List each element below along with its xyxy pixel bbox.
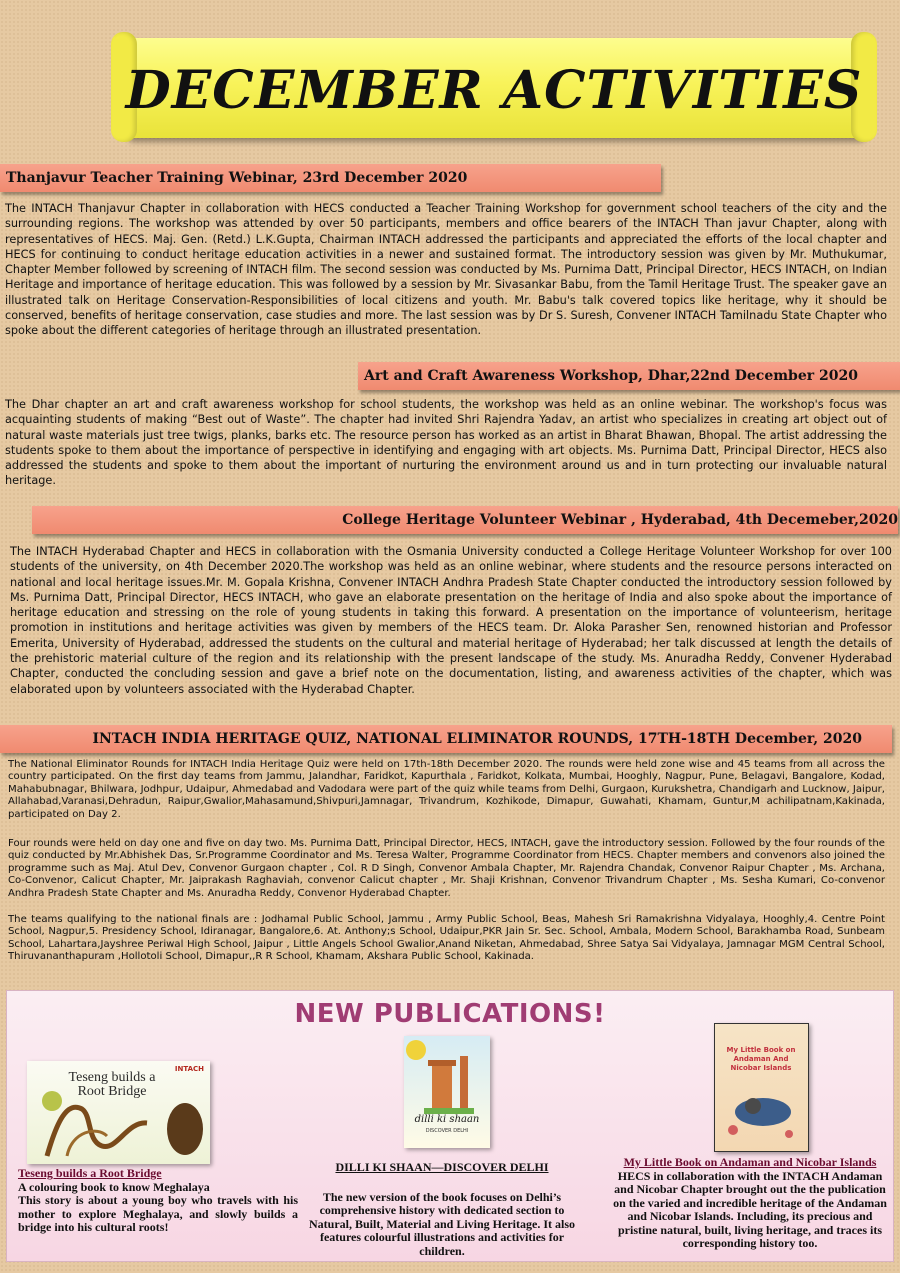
title-banner [125, 38, 863, 138]
book-info-teseng [18, 1167, 298, 1235]
section-heading-hyderabad [32, 506, 898, 534]
publications-panel [6, 990, 894, 1262]
island-illustration [715, 1024, 808, 1151]
book-cover-brand: INTACH [174, 1065, 204, 1073]
section-heading-quiz-text: INTACH INDIA HERITAGE QUIZ, NATIONAL ELIMINATOR ROUNDS, 17TH-18TH December, 2020 [92, 731, 862, 747]
section-body-quiz-2: Four rounds were held on day one and five on day two. Ms. Purnima Datt, Principal Director, HECS, INTACH, gave the introductory session. Followed by the four rounds of the quiz conducted by Mr.Abhishek Das, Sr.Programme Coordinator and Ms. Teresa Walter, Programme Coordinator from HECS. Chapter members and convenors also joined the programme such as Maj. Atul Dev, Convenor Gurgaon chapter , Col. R D Singh, Convenor Ambala Chapter, Mr. Rajendra Chandak, Convenor Raipur Chapter , Ms. Archana, Co-Convenor, Calicut Chapter, Mr. Jaiprakash Raghaviah, convenor Calicut chapter , Mr. Shaji Krishnan, Convenor Trivandrum Chapter , Ms. Sesha Kumari, Co-convenor Andhra Pradesh State Chapter and Ms. Anuradha Reddy, Convenor Hyderabad Chapter. [8, 838, 885, 899]
book-cover-subtitle: DISCOVER DELHI [425, 1128, 469, 1134]
section-body-quiz-3: The teams qualifying to the national finals are : Jodhamal Public School, Jammu , Army Public School, Beas, Mahesh Sri Ramakrishna Vidyalaya, Hooghly,4. Centre Point School, Nagpur,5. Presidency School, Idiranagar, Bangalore,6. At. Anthony;s School, Udaipur,PKR Jain Sr. Sec. School, Ambala, Modern School, Barakhamba Road, Sunbeam School, Lahartara,Jayshree Periwal High School, Jaipur , Little Angels School Gwalior,Anand Niketan, Ahmedabad, Shree Satya Sai Vidyalaya, Jamnagar MGM Central School, Thiruvananthapuram ,Hollotoli School, Dimapur,,R R School, Khamam, Akshara Public School, Kakinada. [8, 914, 885, 963]
section-body-thanjavur: The INTACH Thanjavur Chapter in collaboration with HECS conducted a Teacher Training Workshop for government school teachers of the city and the surrounding regions. The workshop was attended by over 50 participants, members and office bearers of the INTACH Than javur Chapter, along with representatives of HECS. Maj. Gen. (Retd.) L.K.Gupta, Chairman INTACH addressed the participants and appreciated the efforts of the local chapter and HECS for continuing to conduct heritage education activities in a newer and sustained format. The introductory session was given by Mr. Muthukumar, Chapter Member followed by screening of INTACH film. The second session was conducted by Ms. Purnima Datt, Principal Director, HECS INTACH, on Indian Heritage and importance of heritage education. This was followed by a session by Mr. Sivasankar Babu, from the Tamil Heritage Trust. The speaker gave an illustrated talk on Heritage Conservation-Responsibilities of local citizens and youth. Mr. Babu's talk covered topics like heritage, why it should be conserved, benefits of heritage conservation, case studies and more. The last session was by Dr S. Suresh, Convener INTACH Tamilnadu State Chapter who spoke about the different categories of heritage through an illustrated presentation. [5, 202, 887, 338]
book-description: This story is about a young boy who travels with his mother to explore Meghalaya, and slowly builds a bridge into his cultural roots! [18, 1193, 298, 1234]
book-cover-andaman[interactable] [714, 1023, 809, 1152]
book-title-link[interactable]: My Little Book on Andaman and Nicobar Islands [623, 1155, 877, 1169]
book-cover-title: dilli ki shaan [414, 1114, 480, 1125]
book-info-dilli [297, 1161, 587, 1258]
book-subtitle: A colouring book to know Meghalaya [18, 1179, 210, 1194]
book-info-andaman [609, 1156, 891, 1251]
book-cover-title: My Little Book on Andaman And Nicobar Islands [726, 1046, 796, 1072]
section-heading-dhar: Art and Craft Awareness Workshop, Dhar,22nd December 2020 [358, 362, 900, 390]
section-heading-quiz [0, 725, 892, 753]
book-cover-teseng[interactable] [27, 1061, 210, 1164]
root-bridge-illustration [27, 1061, 210, 1164]
section-heading-hyderabad-text: College Heritage Volunteer Webinar , Hyderabad, 4th Decemeber,2020 [342, 512, 898, 528]
book-description: HECS in collaboration with the INTACH Andaman and Nicobar Chapter brought out the the publication on the varied and incredible heritage of the Andaman and Nicobar Islands. Including, its precious and pristine natural, built, living heritage, and traces its corresponding history too. [613, 1168, 887, 1250]
publications-title: NEW PUBLICATIONS! [294, 999, 606, 1029]
book-title-link[interactable]: Teseng builds a Root Bridge [18, 1166, 162, 1180]
book-title-link[interactable]: DILLI KI SHAAN—DISCOVER DELHI [335, 1160, 549, 1174]
section-heading-thanjavur: Thanjavur Teacher Training Webinar, 23rd December 2020 [0, 164, 661, 192]
section-body-hyderabad: The INTACH Hyderabad Chapter and HECS in collaboration with the Osmania University conducted a College Heritage Volunteer Workshop for over 100 students of the university, on 4th December 2020.The workshop was held as an online webinar, where students and the resource persons interacted on national and local heritage issues.Mr. M. Gopala Krishna, Convener INTACH Andhra Pradesh State Chapter conducted the introductory session followed by Ms. Purnima Datt, Principal Director, HECS INTACH, who gave an elaborate presentation on the heritage of India and also spoke about the importance of heritage education and stressing on the role of young students in taking this forward. A presentation on the importance of volunteerism, heritage promotion in institutions and heritage activities was given by members of the HECS team. Dr. Aloka Parasher Sen, renowned historian and Professor Emerita, University of Hyderabad, addressed the students on the cultural and material heritage of Hyderabad; her talk discussed at length the details of the prehistoric material culture of the region and its relationship with the present landscape of the study. Ms. Anuradha Reddy, Convener Hyderabad Chapter, conducted the concluding session and gave a brief note on the documentation, listing, and awareness activities of the chapter, which was elaborated upon by volunteers associated with the Hyderabad Chapter. [10, 545, 892, 696]
section-body-dhar: The Dhar chapter an art and craft awareness workshop for school students, the workshop was held as an online webinar. The workshop's focus was acquainting students of making “Best out of Waste”. The chapter had invited Shri Rajendra Yadav, an artist who specializes in creating art object out of natural waste materials just tree twigs, planks, barks etc. The resource person has worked as an artist in Bharat Bhawan, Bhopal. The artist addressing the students spoke to them about the importance of perspective in identifying and engaging with art objects. Ms. Purnima Datt, Principal Director, HECS also addressed the students and spoke to them about the important of nurturing the environment around us and in turn protecting our invaluable natural heritage. [5, 398, 887, 488]
book-cover-title: Teseng builds a Root Bridge [68, 1070, 156, 1099]
page-title: DECEMBER ACTIVITIES [125, 60, 863, 121]
section-body-quiz-1: The National Eliminator Rounds for INTACH India Heritage Quiz were held on 17th-18th December 2020. The rounds were held zone wise and 45 teams from all across the country participated. On the first day teams from Jammu, Jalandhar, Faridkot, Kapurthala , Faridkot, Kolkata, Mumbai, Hooghly, Nagpur, Pune, Belagavi, Bangalore, Kodad, Mahabubnagar, Bhilwara, Jodhpur, Udaipur, Ahmedabad and Vadodara were part of the quiz while teams from Delhi, Gurgaon, Kurukshetra, Chandigarh and Lucknow, Jaipur, Allahabad,Varanasi,Dehradun, Raipur,Gwalior,Mahasamund,Shivpuri,Jamnagar, Trivandrum, Kozhikode, Dimapur, Guwahati, Khamam, Guntur,M achilipatnam,Kakinada, participated on Day 2. [8, 759, 885, 820]
book-description: The new version of the book focuses on Delhi’s comprehensive history with dedicated section to Natural, Built, Material and Living Heritage. It also features colourful illustrations and activities for children. [309, 1189, 575, 1258]
book-cover-dilli[interactable] [404, 1036, 490, 1148]
